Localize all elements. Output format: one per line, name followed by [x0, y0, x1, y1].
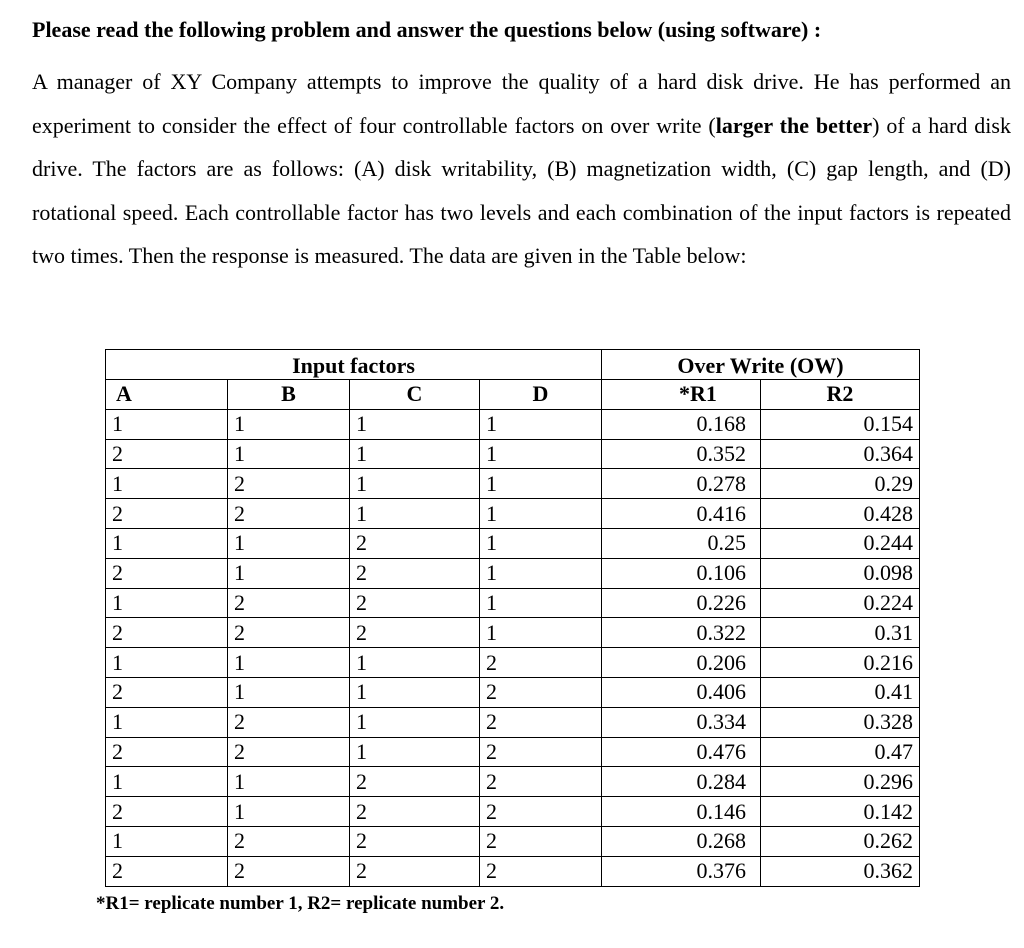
- ow-r1-cell: 0.146: [602, 797, 761, 827]
- factor-b-cell: 2: [228, 856, 350, 886]
- factor-d-cell: 2: [480, 826, 602, 856]
- experiment-data-table: [105, 349, 920, 887]
- ow-r2-cell: 0.296: [761, 767, 920, 797]
- factor-c-cell: 2: [350, 856, 480, 886]
- table-row: [106, 767, 920, 797]
- factor-c-cell: 2: [350, 528, 480, 558]
- factor-b-cell: 2: [228, 737, 350, 767]
- factor-d-cell: 1: [480, 499, 602, 529]
- factor-c-cell: 1: [350, 648, 480, 678]
- factor-d-cell: 2: [480, 767, 602, 797]
- factor-c-cell: 1: [350, 677, 480, 707]
- factor-b-cell: 1: [228, 439, 350, 469]
- factor-d-cell: 1: [480, 528, 602, 558]
- factor-b-cell: 2: [228, 499, 350, 529]
- column-header-d: D: [480, 380, 602, 410]
- factor-d-cell: 1: [480, 618, 602, 648]
- ow-r2-cell: 0.428: [761, 499, 920, 529]
- factor-d-cell: 2: [480, 648, 602, 678]
- factor-a-cell: 2: [106, 856, 228, 886]
- factor-c-cell: 1: [350, 439, 480, 469]
- ow-r1-cell: 0.284: [602, 767, 761, 797]
- factor-c-cell: 1: [350, 707, 480, 737]
- ow-r2-cell: 0.364: [761, 439, 920, 469]
- description-part-2: ) of a hard disk drive. The factors are as follows: (A) disk writability, (B) magnetization width, (C) gap length, and (D) rotational speed. Each controllable factor has two levels and each combination of the input factors is repeated two times. Then the response is measured. The data are given in the Table below:: [32, 112, 1011, 269]
- factor-a-cell: 1: [106, 469, 228, 499]
- factor-c-cell: 1: [350, 737, 480, 767]
- factor-c-cell: 2: [350, 618, 480, 648]
- ow-r2-cell: 0.216: [761, 648, 920, 678]
- ow-r1-cell: 0.106: [602, 558, 761, 588]
- ow-r2-cell: 0.098: [761, 558, 920, 588]
- ow-r2-cell: 0.262: [761, 826, 920, 856]
- table-row: [106, 826, 920, 856]
- factor-b-cell: 2: [228, 588, 350, 618]
- factor-c-cell: 2: [350, 558, 480, 588]
- factor-d-cell: 2: [480, 707, 602, 737]
- factor-a-cell: 2: [106, 737, 228, 767]
- factor-b-cell: 2: [228, 469, 350, 499]
- column-header-b: B: [228, 380, 350, 410]
- ow-r1-cell: 0.406: [602, 677, 761, 707]
- factor-a-cell: 2: [106, 439, 228, 469]
- factor-a-cell: 2: [106, 558, 228, 588]
- ow-r1-cell: 0.476: [602, 737, 761, 767]
- table-column-header-row: [106, 380, 920, 410]
- ow-r1-cell: 0.416: [602, 499, 761, 529]
- ow-r2-cell: 0.244: [761, 528, 920, 558]
- factor-c-cell: 2: [350, 797, 480, 827]
- table-row: [106, 409, 920, 439]
- factor-b-cell: 1: [228, 409, 350, 439]
- factor-d-cell: 2: [480, 737, 602, 767]
- factor-a-cell: 2: [106, 499, 228, 529]
- ow-r1-cell: 0.226: [602, 588, 761, 618]
- input-factors-header: Input factors: [106, 350, 602, 380]
- column-header-r1: *R1: [602, 380, 761, 410]
- factor-b-cell: 2: [228, 618, 350, 648]
- table-row: [106, 618, 920, 648]
- factor-d-cell: 2: [480, 856, 602, 886]
- factor-b-cell: 1: [228, 558, 350, 588]
- table-row: [106, 797, 920, 827]
- table-row: [106, 469, 920, 499]
- factor-b-cell: 1: [228, 767, 350, 797]
- table-row: [106, 558, 920, 588]
- factor-c-cell: 2: [350, 826, 480, 856]
- column-header-c: C: [350, 380, 480, 410]
- factor-a-cell: 1: [106, 648, 228, 678]
- ow-r2-cell: 0.224: [761, 588, 920, 618]
- factor-a-cell: 1: [106, 528, 228, 558]
- table-row: [106, 856, 920, 886]
- factor-b-cell: 1: [228, 528, 350, 558]
- ow-r2-cell: 0.328: [761, 707, 920, 737]
- factor-c-cell: 1: [350, 499, 480, 529]
- factor-c-cell: 1: [350, 409, 480, 439]
- factor-b-cell: 1: [228, 797, 350, 827]
- factor-d-cell: 1: [480, 439, 602, 469]
- factor-a-cell: 2: [106, 618, 228, 648]
- factor-a-cell: 1: [106, 409, 228, 439]
- factor-a-cell: 1: [106, 588, 228, 618]
- factor-d-cell: 2: [480, 797, 602, 827]
- ow-r2-cell: 0.29: [761, 469, 920, 499]
- ow-r1-cell: 0.352: [602, 439, 761, 469]
- ow-r2-cell: 0.31: [761, 618, 920, 648]
- ow-r2-cell: 0.47: [761, 737, 920, 767]
- factor-d-cell: 1: [480, 588, 602, 618]
- factor-b-cell: 2: [228, 707, 350, 737]
- factor-c-cell: 1: [350, 469, 480, 499]
- factor-d-cell: 1: [480, 469, 602, 499]
- factor-d-cell: 1: [480, 409, 602, 439]
- table-row: [106, 677, 920, 707]
- table-group-header-row: [106, 350, 920, 380]
- table-row: [106, 439, 920, 469]
- ow-r1-cell: 0.278: [602, 469, 761, 499]
- factor-b-cell: 1: [228, 677, 350, 707]
- table-row: [106, 499, 920, 529]
- table-row: [106, 588, 920, 618]
- table-row: [106, 528, 920, 558]
- ow-r1-cell: 0.206: [602, 648, 761, 678]
- table-row: [106, 648, 920, 678]
- ow-r1-cell: 0.376: [602, 856, 761, 886]
- column-header-r2: R2: [761, 380, 920, 410]
- ow-r2-cell: 0.362: [761, 856, 920, 886]
- factor-a-cell: 2: [106, 797, 228, 827]
- factor-d-cell: 1: [480, 558, 602, 588]
- table-row: [106, 737, 920, 767]
- factor-a-cell: 2: [106, 677, 228, 707]
- factor-b-cell: 1: [228, 648, 350, 678]
- ow-r1-cell: 0.168: [602, 409, 761, 439]
- factor-a-cell: 1: [106, 767, 228, 797]
- over-write-header: Over Write (OW): [602, 350, 920, 380]
- factor-a-cell: 1: [106, 707, 228, 737]
- table-row: [106, 707, 920, 737]
- ow-r2-cell: 0.41: [761, 677, 920, 707]
- description-part-1: A manager of XY Company attempts to improve the quality of a hard disk drive. He has performed an experiment to consider the effect of four controllable factors on over write (: [32, 69, 1011, 138]
- ow-r2-cell: 0.154: [761, 409, 920, 439]
- ow-r1-cell: 0.25: [602, 528, 761, 558]
- factor-c-cell: 2: [350, 767, 480, 797]
- ow-r1-cell: 0.268: [602, 826, 761, 856]
- ow-r1-cell: 0.322: [602, 618, 761, 648]
- table-footnote: *R1= replicate number 1, R2= replicate number 2.: [96, 893, 505, 914]
- column-header-a: A: [106, 380, 228, 410]
- factor-b-cell: 2: [228, 826, 350, 856]
- ow-r1-cell: 0.334: [602, 707, 761, 737]
- description-emphasis: larger the better: [715, 112, 873, 138]
- factor-c-cell: 2: [350, 588, 480, 618]
- problem-description: [32, 60, 1011, 278]
- ow-r2-cell: 0.142: [761, 797, 920, 827]
- factor-a-cell: 1: [106, 826, 228, 856]
- problem-heading: Please read the following problem and answer the questions below (using software) :: [32, 17, 822, 42]
- factor-d-cell: 2: [480, 677, 602, 707]
